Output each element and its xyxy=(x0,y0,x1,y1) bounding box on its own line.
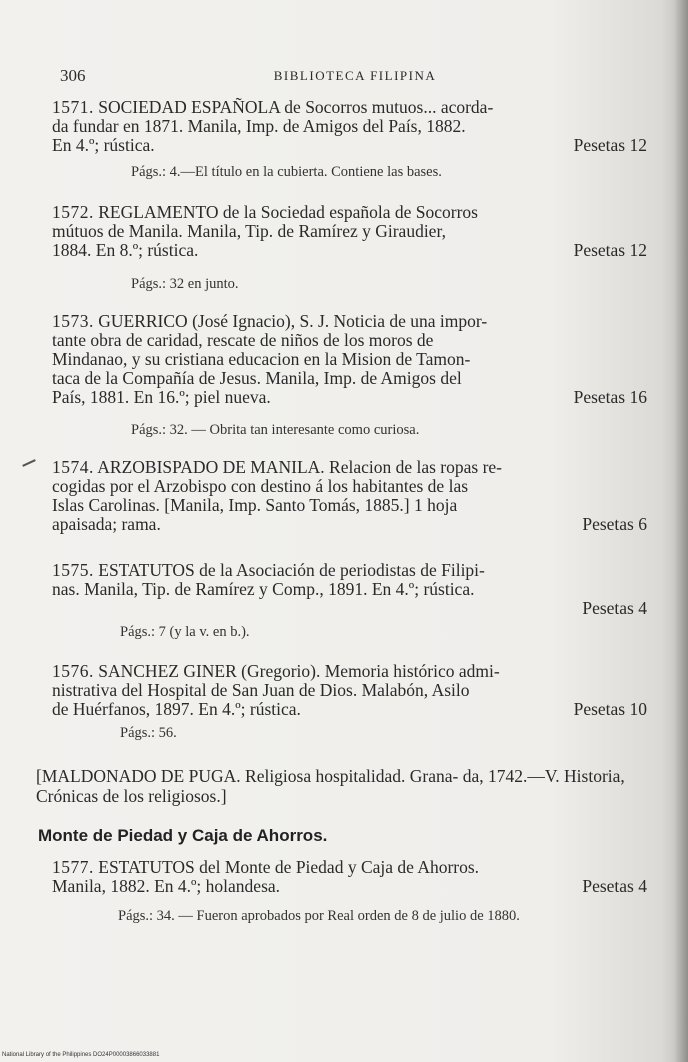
page-edge-shadow xyxy=(674,0,688,1062)
catalog-entry-1575 xyxy=(52,561,647,618)
catalog-entry-1572 xyxy=(52,203,647,260)
catalog-entry-1577 xyxy=(52,858,647,896)
running-title: BIBLIOTECA FILIPINA xyxy=(273,68,437,83)
price: Pesetas 12 xyxy=(573,135,647,155)
entry-line: 1572. REGLAMENTO de la Sociedad española de Socorros xyxy=(52,202,478,222)
price: Pesetas 6 xyxy=(582,514,647,534)
entry-note: Págs.: 7 (y la v. en b.). xyxy=(120,624,250,640)
cross-reference: [MALDONADO DE PUGA. Religiosa hospitalidad. Grana- da, 1742.—V. Historia, Crónicas de los religiosos.] xyxy=(36,766,625,806)
entry-line: Mindanao, y su cristiana educacion en la Mision de Tamon- xyxy=(52,349,471,369)
page-header xyxy=(60,66,650,88)
entry-note: Págs.: 34. — Fueron aprobados por Real orden de 8 de julio de 1880. xyxy=(118,908,520,924)
entry-line: 1573. GUERRICO (José Ignacio), S. J. Noticia de una impor- xyxy=(52,311,488,331)
entry-note: Págs.: 32. — Obrita tan interesante como curiosa. xyxy=(131,422,420,438)
entry-line: 1884. En 8.º; rústica. xyxy=(52,240,199,260)
entry-line: Islas Carolinas. [Manila, Imp. Santo Tomás, 1885.] 1 hoja xyxy=(52,495,458,515)
entry-line: mútuos de Manila. Manila, Tip. de Ramírez y Giraudier, xyxy=(52,221,446,241)
entry-note: Págs.: 56. xyxy=(120,725,177,741)
entry-line: País, 1881. En 16.º; piel nueva. xyxy=(52,387,271,407)
catalog-entry-1571 xyxy=(52,98,647,155)
catalog-entry-1573 xyxy=(52,312,647,407)
entry-line: da fundar en 1871. Manila, Imp. de Amigos del País, 1882. xyxy=(52,116,466,136)
pencil-mark xyxy=(22,459,36,467)
entry-line: 1577. ESTATUTOS del Monte de Piedad y Caja de Ahorros. xyxy=(52,857,480,877)
entry-line: taca de la Compañía de Jesus. Manila, Imp. de Amigos del xyxy=(52,368,462,388)
entry-note: Págs.: 32 en junto. xyxy=(131,276,239,292)
entry-line: de Huérfanos, 1897. En 4.º; rústica. xyxy=(52,699,301,719)
entry-line: nas. Manila, Tip. de Ramírez y Comp., 1891. En 4.º; rústica. xyxy=(52,579,475,599)
price: Pesetas 10 xyxy=(573,699,647,719)
scan-footer: National Library of the Philippines DO24P00003866033881 xyxy=(2,1052,160,1058)
catalog-entry-1574 xyxy=(52,458,647,534)
entry-line: 1574. ARZOBISPADO DE MANILA. Relacion de las ropas re- xyxy=(52,457,503,477)
entry-line: 1576. SANCHEZ GINER (Gregorio). Memoria histórico admi- xyxy=(52,661,500,681)
page-number: 306 xyxy=(60,66,86,85)
entry-line: Manila, 1882. En 4.º; holandesa. xyxy=(52,876,281,896)
price: Pesetas 4 xyxy=(582,598,647,618)
entry-line: 1575. ESTATUTOS de la Asociación de periodistas de Filipi- xyxy=(52,560,485,580)
price: Pesetas 16 xyxy=(573,387,647,407)
entry-line: 1571. SOCIEDAD ESPAÑOLA de Socorros mutuos... acorda- xyxy=(52,97,494,117)
section-heading: Monte de Piedad y Caja de Ahorros. xyxy=(38,826,328,845)
catalog-entry-1576 xyxy=(52,662,647,719)
entry-line: nistrativa del Hospital de San Juan de Dios. Malabón, Asilo xyxy=(52,680,470,700)
price: Pesetas 4 xyxy=(582,876,647,896)
price: Pesetas 12 xyxy=(573,240,647,260)
entry-line: En 4.º; rústica. xyxy=(52,135,155,155)
entry-note: Págs.: 4.—El título en la cubierta. Contiene las bases. xyxy=(131,164,442,180)
entry-line: apaisada; rama. xyxy=(52,514,161,534)
entry-line: cogidas por el Arzobispo con destino á los habitantes de las xyxy=(52,476,469,496)
entry-line: tante obra de caridad, rescate de niños de los moros de xyxy=(52,330,434,350)
